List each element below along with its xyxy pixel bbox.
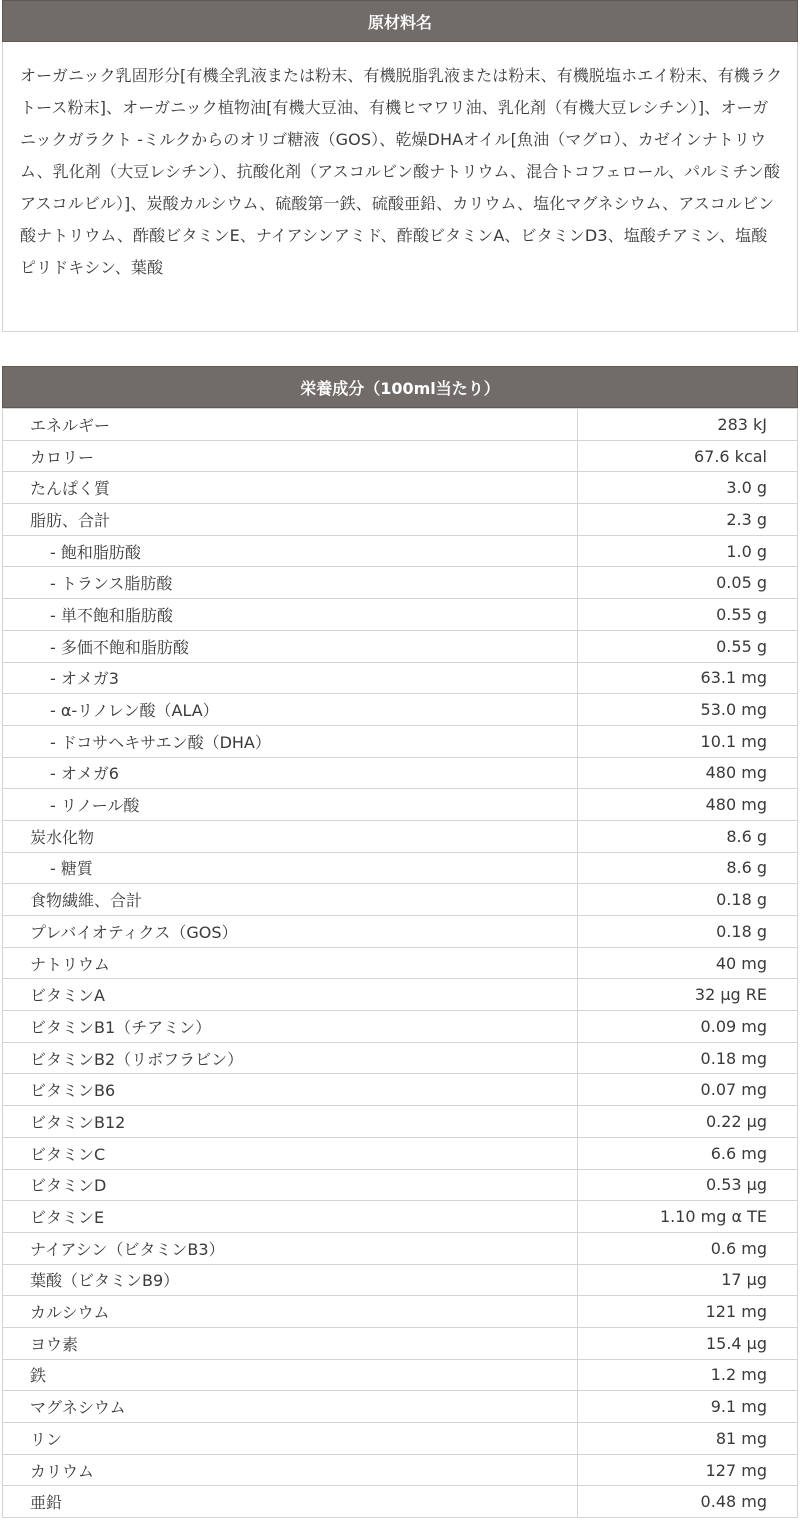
nutrient-value: 1.0 g [578,535,798,567]
table-row [3,694,798,726]
nutrient-name: ビタミンB1（チアミン） [3,1011,578,1043]
nutrient-value: 10.1 mg [578,725,798,757]
table-row [3,1011,798,1043]
nutrient-name: ビタミンC [3,1137,578,1169]
table-row [3,409,798,441]
nutrient-name: ビタミンE [3,1201,578,1233]
nutrient-name: 脂肪、合計 [3,504,578,536]
nutrient-value: 17 µg [578,1264,798,1296]
nutrient-value: 0.18 mg [578,1042,798,1074]
nutrient-value: 40 mg [578,947,798,979]
nutrient-value: 9.1 mg [578,1391,798,1423]
nutrient-value: 0.07 mg [578,1074,798,1106]
table-row [3,947,798,979]
nutrient-value: 15.4 µg [578,1327,798,1359]
table-row [3,1169,798,1201]
nutrient-value: 0.18 g [578,916,798,948]
nutrient-name: ビタミンB6 [3,1074,578,1106]
nutrient-name: たんぱく質 [3,472,578,504]
table-row [3,1359,798,1391]
nutrient-name: ビタミンB12 [3,1106,578,1138]
table-row [3,567,798,599]
nutrient-name: カリウム [3,1454,578,1486]
nutrient-value: 0.22 µg [578,1106,798,1138]
nutrient-value: 3.0 g [578,472,798,504]
table-row [3,630,798,662]
table-row [3,535,798,567]
nutrient-name: カロリー [3,440,578,472]
nutrient-value: 0.55 g [578,630,798,662]
ingredients-text: オーガニック乳固形分[有機全乳液または粉末、有機脱脂乳液または粉末、有機脱塩ホエイ粉末、有機ラクトース粉末]、オーガニック植物油[有機大豆油、有機ヒマワリ油、乳化剤（有機大豆レシチン）]、オーガニックガラクト -ミルクからのオリゴ糖液（GOS）、乾燥DHAオイル[魚油（マグロ）、カゼインナトリウム、乳化剤（大豆レシチン）、抗酸化剤（アスコルビン酸ナトリウム、混合トコフェロール、パルミチン酸アスコルビル）]、炭酸カルシウム、硫酸第一鉄、硫酸亜鉛、カリウム、塩化マグネシウム、アスコルビン酸ナトリウム、酢酸ビタミンE、ナイアシンアミド、酢酸ビタミンA、ビタミンD3、塩酸チアミン、塩酸ピリドキシン、葉酸 [2,42,798,332]
nutrient-name: - リノール酸 [3,789,578,821]
nutrient-value: 0.6 mg [578,1232,798,1264]
table-row [3,1454,798,1486]
table-row [3,440,798,472]
nutrient-value: 6.6 mg [578,1137,798,1169]
nutrient-value: 63.1 mg [578,662,798,694]
nutrition-table [2,408,798,1518]
nutrient-name: - 多価不飽和脂肪酸 [3,630,578,662]
table-row [3,916,798,948]
nutrient-name: 鉄 [3,1359,578,1391]
nutrient-name: - 単不飽和脂肪酸 [3,599,578,631]
table-row [3,504,798,536]
nutrient-name: - オメガ3 [3,662,578,694]
nutrient-value: 81 mg [578,1423,798,1455]
table-row [3,884,798,916]
nutrient-value: 0.55 g [578,599,798,631]
ingredients-heading: 原材料名 [2,0,798,42]
nutrient-value: 0.18 g [578,884,798,916]
table-row [3,472,798,504]
table-row [3,757,798,789]
nutrient-name: ビタミンA [3,979,578,1011]
table-row [3,1201,798,1233]
nutrient-value: 480 mg [578,757,798,789]
table-row [3,1423,798,1455]
nutrient-value: 8.6 g [578,852,798,884]
table-row [3,1391,798,1423]
nutrient-name: 炭水化物 [3,820,578,852]
table-row [3,820,798,852]
nutrient-name: 葉酸（ビタミンB9） [3,1264,578,1296]
nutrient-name: - 飽和脂肪酸 [3,535,578,567]
nutrient-name: - トランス脂肪酸 [3,567,578,599]
table-row [3,1232,798,1264]
nutrition-table-body [3,409,798,1518]
nutrient-name: ヨウ素 [3,1327,578,1359]
nutrient-value: 53.0 mg [578,694,798,726]
nutrient-name: リン [3,1423,578,1455]
nutrient-value: 1.10 mg α TE [578,1201,798,1233]
nutrient-value: 0.05 g [578,567,798,599]
nutrient-name: 亜鉛 [3,1486,578,1518]
nutrient-name: - オメガ6 [3,757,578,789]
nutrient-name: エネルギー [3,409,578,441]
nutrient-name: 食物繊維、合計 [3,884,578,916]
table-row [3,1042,798,1074]
nutrient-name: プレバイオティクス（GOS） [3,916,578,948]
nutrient-value: 0.48 mg [578,1486,798,1518]
table-row [3,1106,798,1138]
table-row [3,789,798,821]
table-row [3,725,798,757]
nutrient-value: 127 mg [578,1454,798,1486]
table-row [3,1327,798,1359]
nutrient-name: ナイアシン（ビタミンB3） [3,1232,578,1264]
nutrient-name: - α-リノレン酸（ALA） [3,694,578,726]
nutrient-value: 67.6 kcal [578,440,798,472]
table-row [3,1137,798,1169]
table-row [3,662,798,694]
table-row [3,1296,798,1328]
nutrient-name: ナトリウム [3,947,578,979]
nutrient-value: 283 kJ [578,409,798,441]
nutrient-name: マグネシウム [3,1391,578,1423]
nutrient-value: 121 mg [578,1296,798,1328]
table-row [3,852,798,884]
nutrient-value: 0.09 mg [578,1011,798,1043]
nutrient-value: 1.2 mg [578,1359,798,1391]
table-row [3,599,798,631]
nutrient-value: 0.53 µg [578,1169,798,1201]
nutrition-heading: 栄養成分（100ml当たり） [2,366,798,408]
nutrient-value: 8.6 g [578,820,798,852]
nutrient-name: ビタミンB2（リボフラビン） [3,1042,578,1074]
table-row [3,1074,798,1106]
nutrient-name: ビタミンD [3,1169,578,1201]
nutrient-name: - 糖質 [3,852,578,884]
nutrient-name: - ドコサヘキサエン酸（DHA） [3,725,578,757]
table-row [3,1264,798,1296]
table-row [3,979,798,1011]
nutrient-value: 32 µg RE [578,979,798,1011]
table-row [3,1486,798,1518]
nutrient-value: 480 mg [578,789,798,821]
nutrient-name: カルシウム [3,1296,578,1328]
nutrient-value: 2.3 g [578,504,798,536]
